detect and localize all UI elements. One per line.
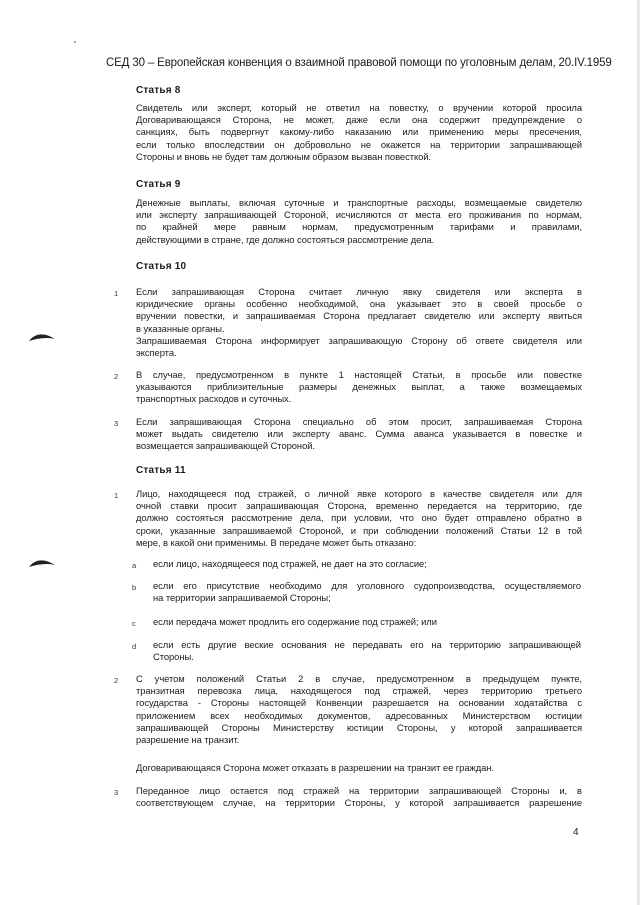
article-11-title: Статья 11 bbox=[136, 465, 186, 476]
article-9-title: Статья 9 bbox=[136, 179, 181, 190]
article-10-paragraph-3 bbox=[136, 416, 582, 453]
text-line: Денежные выплаты, включая суточные и транспортные расходы, возмещаемые свидетелю bbox=[136, 197, 582, 208]
text-line: приложением всех необходимых документов, адресованных Министерством юстиции bbox=[136, 709, 582, 721]
text-line: если лицо, находящееся под стражей, не дает на это согласие; bbox=[153, 558, 427, 569]
paragraph-number: 3 bbox=[114, 419, 119, 428]
text-line: если только впоследствии он добровольно не окажется на территории запрашивающей bbox=[136, 138, 582, 150]
text-line: вручении повестки, и запрашиваемая Сторона предлагает свидетелю или эксперту явиться bbox=[136, 310, 582, 322]
text-line: разрешение на транзит. bbox=[136, 734, 240, 746]
paragraph-number: 2 bbox=[114, 372, 119, 381]
article-10-paragraph-2 bbox=[136, 369, 582, 406]
text-line: С учетом положений Статьи 2 в случае, предусмотренном в предыдущем пункте, bbox=[136, 673, 582, 684]
subitem-letter: b bbox=[132, 583, 137, 592]
punch-hole-mark bbox=[28, 556, 56, 572]
article-11-paragraph-1 bbox=[136, 488, 582, 549]
paragraph-number: 2 bbox=[114, 676, 119, 685]
paragraph-number: 1 bbox=[114, 289, 119, 298]
text-line: возмещается запрашивающей Стороной. bbox=[136, 440, 315, 452]
paragraph-number: 3 bbox=[114, 788, 119, 797]
article-11-paragraph-3 bbox=[136, 785, 582, 809]
text-line: соответствующем случае, на территории Стороны, у которой запрашивается разрешение bbox=[136, 797, 582, 809]
article-8-paragraph bbox=[136, 102, 582, 163]
article-11-subitem-b bbox=[153, 580, 581, 604]
text-line: юридические органы особенно необходимой, она указывает это в своей просьбе о bbox=[136, 298, 582, 310]
article-8-title: Статья 8 bbox=[136, 85, 181, 96]
text-line: по крайней мере равным нормам, предусмотренным тарифами и правилами, bbox=[136, 221, 582, 233]
text-line: должно состояться рассмотрение дела, при условии, что оно будет отправлено обратно в bbox=[136, 512, 582, 524]
text-line: В случае, предусмотренном в пункте 1 настоящей Статьи, в просьбе или повестке bbox=[136, 369, 582, 380]
text-line: Свидетель или эксперт, который не ответил на повестку, о вручении которой просила bbox=[136, 102, 582, 113]
punch-hole-mark bbox=[28, 330, 56, 346]
text-line: может выдать свидетелю или эксперту аванс. Сумма аванса указывается в повестке и bbox=[136, 428, 582, 440]
text-line: санкциях, быть подвергнут какому-либо наказанию или применению меры пресечения, bbox=[136, 126, 582, 138]
text-line: или эксперту запрашивающей Стороной, исчисляются от места его проживания по нормам, bbox=[136, 209, 582, 221]
text-line: Запрашиваемая Сторона информирует запрашивающую Сторону об ответе свидетеля или bbox=[136, 334, 582, 346]
text-line: транзитная перевозка лица, находящегося под стражей, через территорию третьего bbox=[136, 685, 582, 697]
page-header: СЕД 30 – Европейская конвенция о взаимной правовой помощи по уголовным делам, 20.IV.1959 bbox=[106, 57, 612, 69]
text-line: Если запрашивающая Сторона считает личную явку свидетеля или эксперта в bbox=[136, 286, 582, 297]
subitem-letter: d bbox=[132, 642, 137, 651]
text-line: в указанные органы. bbox=[136, 322, 225, 334]
text-line: Договаривающаяся Сторона может отказать в разрешении на транзит ее граждан. bbox=[136, 762, 494, 773]
text-line: если передача может продлить его содержание под стражей; или bbox=[153, 616, 437, 627]
paragraph-number: 1 bbox=[114, 491, 119, 500]
article-11-subitem-c bbox=[153, 616, 581, 628]
text-line: Стороны и вновь не будет там должным образом вызван повесткой. bbox=[136, 150, 432, 162]
article-10-title: Статья 10 bbox=[136, 261, 187, 272]
article-11-subitem-a bbox=[153, 558, 581, 570]
text-line: действующими в стране, где должно состояться рассмотрение дела. bbox=[136, 233, 435, 245]
text-line: если его присутствие необходимо для уголовного судопроизводства, осуществляемого bbox=[153, 580, 581, 591]
text-line: запрашивающей Стороны Министерству юстиции Стороны, у которой запрашивается bbox=[136, 721, 582, 733]
article-11-transit-note bbox=[136, 762, 582, 774]
text-line: сроки, указанные запрашиваемой Стороной, и при соблюдении положений Статьи 12 в той bbox=[136, 524, 582, 536]
subitem-letter: c bbox=[132, 619, 136, 628]
text-line: транспортных расходов и суточных. bbox=[136, 393, 292, 405]
text-line: эксперта. bbox=[136, 347, 177, 359]
text-line: очной ставки просит запрашивающая Сторона, временно передается на территорию, где bbox=[136, 500, 582, 512]
text-line: мере, в какой они применимы. В передаче может быть отказано: bbox=[136, 536, 417, 548]
article-11-paragraph-2 bbox=[136, 673, 582, 746]
text-line: Лицо, находящееся под стражей, о личной явке которого в качестве свидетеля или для bbox=[136, 488, 582, 499]
text-line: если есть другие веские основания не передавать его на территорию запрашивающей bbox=[153, 639, 581, 650]
article-10-paragraph-1 bbox=[136, 286, 582, 359]
text-line: на территории запрашиваемой Стороны; bbox=[153, 592, 331, 604]
text-line: Договаривающаяся Сторона, не может, даже если она содержит предупреждение о bbox=[136, 114, 582, 126]
page-number: 4 bbox=[573, 827, 579, 838]
text-line: Если запрашивающая Сторона специально об этом просит, запрашиваемая Сторона bbox=[136, 416, 582, 427]
scan-speck bbox=[74, 41, 76, 43]
text-line: указываются приблизительные размеры денежных выплат, а также возмещаемых bbox=[136, 381, 582, 393]
text-line: государства - Стороны настоящей Конвенции разрешается на основании ходатайства с bbox=[136, 697, 582, 709]
text-line: Переданное лицо остается под стражей на территории запрашивающей Стороны и, в bbox=[136, 785, 582, 796]
article-11-subitem-d bbox=[153, 639, 581, 663]
text-line: Стороны. bbox=[153, 651, 194, 663]
subitem-letter: a bbox=[132, 561, 137, 570]
article-9-paragraph bbox=[136, 197, 582, 246]
